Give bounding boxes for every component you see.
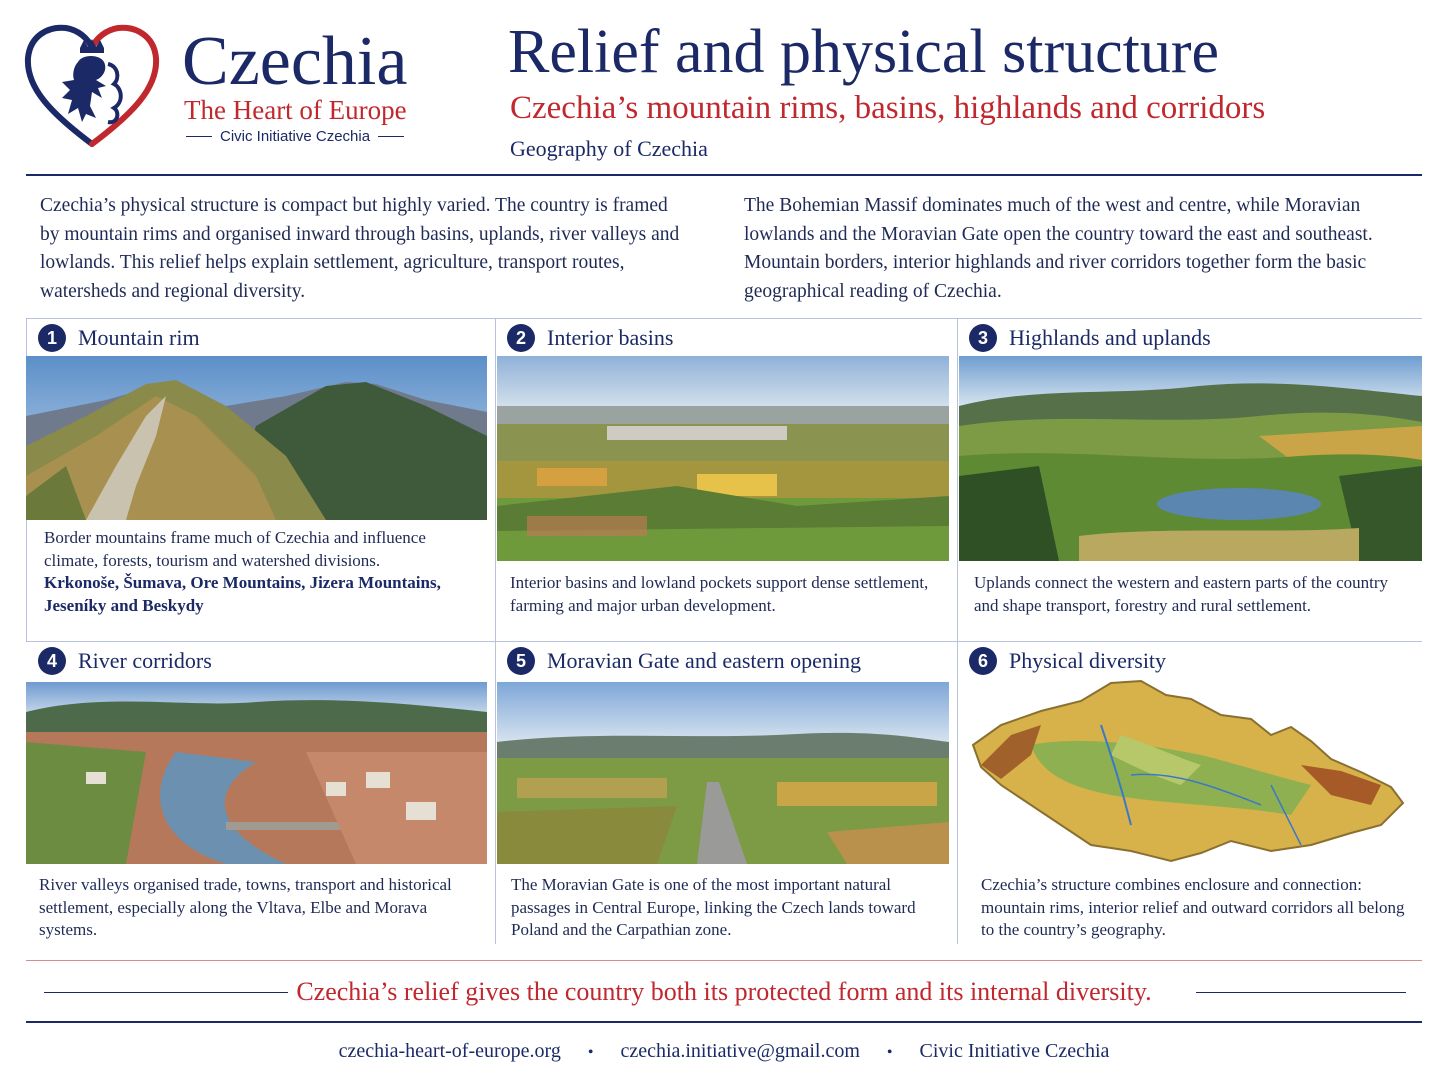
page-subtitle: Czechia’s mountain rims, basins, highlands and corridors [510, 90, 1266, 126]
panel-number: 6 [969, 647, 997, 675]
panel-description: Uplands connect the western and eastern parts of the country and shape transport, forestry and rural settlement. [974, 573, 1388, 615]
panel-title: Mountain rim [78, 325, 200, 350]
footer-org: Civic Initiative Czechia [919, 1040, 1110, 1062]
panel-number: 2 [507, 324, 535, 352]
header-divider [26, 174, 1422, 176]
panel-header [38, 647, 212, 675]
panel-number: 1 [38, 324, 66, 352]
moravian-gate-photo [497, 682, 949, 864]
brand-tagline: The Heart of Europe [184, 95, 407, 125]
panel-number: 5 [507, 647, 535, 675]
panel-description: Interior basins and lowland pockets support dense settlement, farming and major urban development. [510, 573, 929, 615]
brand-org-label: Civic Initiative Czechia [220, 128, 371, 145]
footer-divider [26, 960, 1422, 961]
panel-physical-diversity [957, 641, 1422, 944]
panel-header [969, 324, 1211, 352]
heart-lion-logo [22, 22, 162, 150]
panel-header [507, 324, 673, 352]
footer-divider [26, 1021, 1422, 1023]
panel-title: River corridors [78, 648, 212, 673]
intro-right-text: The Bohemian Massif dominates much of the west and centre, while Moravian lowlands and the Moravian Gate open the country toward the east and southeast. Mountain borders, interior highlands and river corridors together form the basic geographical reading of Czechia. [744, 195, 1373, 302]
divider [378, 136, 404, 137]
panel-text [39, 874, 479, 942]
panel-interior-basins [495, 318, 957, 641]
mountain-rim-photo [26, 356, 487, 520]
czechia-relief-map-icon [971, 675, 1417, 871]
panel-title: Interior basins [547, 325, 674, 350]
divider [186, 136, 212, 137]
intro-left-text: Czechia’s physical structure is compact but highly varied. The country is framed by mountain rims and organised inward through basins, uplands, river valleys and lowlands. This relief helps explain settlement, agriculture, transport routes, watersheds and regional diversity. [40, 195, 680, 302]
panel-mountain-rim [26, 318, 495, 641]
panel-header [38, 324, 200, 352]
panel-header [507, 647, 861, 675]
panel-description: The Moravian Gate is one of the most important natural passages in Central Europe, linking the Czech lands toward Poland and the Carpathian zone. [511, 875, 916, 939]
website-link[interactable]: czechia-heart-of-europe.org [338, 1040, 561, 1062]
panel-title: Physical diversity [1009, 648, 1167, 673]
panel-highlight: Krkonoše, Šumava, Ore Mountains, Jizera Mountains, Jeseníky and Beskydy [44, 573, 441, 615]
panel-number: 4 [38, 647, 66, 675]
panel-title: Moravian Gate and eastern opening [547, 648, 861, 673]
heart-lion-emblem-icon [22, 22, 162, 150]
relief-map [971, 675, 1417, 871]
interior-basins-photo [497, 356, 949, 561]
panel-moravian-gate [495, 641, 957, 944]
brand-org [186, 128, 426, 145]
panel-header [969, 647, 1166, 675]
panel-text [511, 874, 951, 942]
separator: • [587, 1044, 594, 1061]
page-kicker: Geography of Czechia [510, 136, 708, 161]
brand-name: Czechia [182, 23, 408, 100]
river-corridors-photo [26, 682, 487, 864]
panel-description: River valleys organised trade, towns, transport and historical settlement, especially along the Vltava, Elbe and Morava systems. [39, 875, 452, 939]
panel-text [981, 874, 1421, 942]
highlands-photo [959, 356, 1422, 561]
page-title: Relief and physical structure [508, 18, 1220, 86]
closing-tagline: Czechia’s relief gives the country both its protected form and its internal diversity. [296, 977, 1152, 1006]
separator: • [886, 1044, 893, 1061]
email-link[interactable]: czechia.initiative@gmail.com [620, 1040, 860, 1062]
panel-text [974, 572, 1414, 617]
panel-number: 3 [969, 324, 997, 352]
panel-description: Czechia’s structure combines enclosure and connection: mountain rims, interior relief and outward corridors all belong to the country’s geography. [981, 875, 1405, 939]
panel-text [44, 527, 484, 617]
panel-description: Border mountains frame much of Czechia and influence climate, forests, tourism and watershed divisions. [44, 528, 426, 570]
contact-bar [0, 1036, 1448, 1068]
panel-title: Highlands and uplands [1009, 325, 1211, 350]
panel-text [510, 572, 950, 617]
panel-river-corridors [26, 641, 495, 944]
panel-highlands-uplands [957, 318, 1422, 641]
